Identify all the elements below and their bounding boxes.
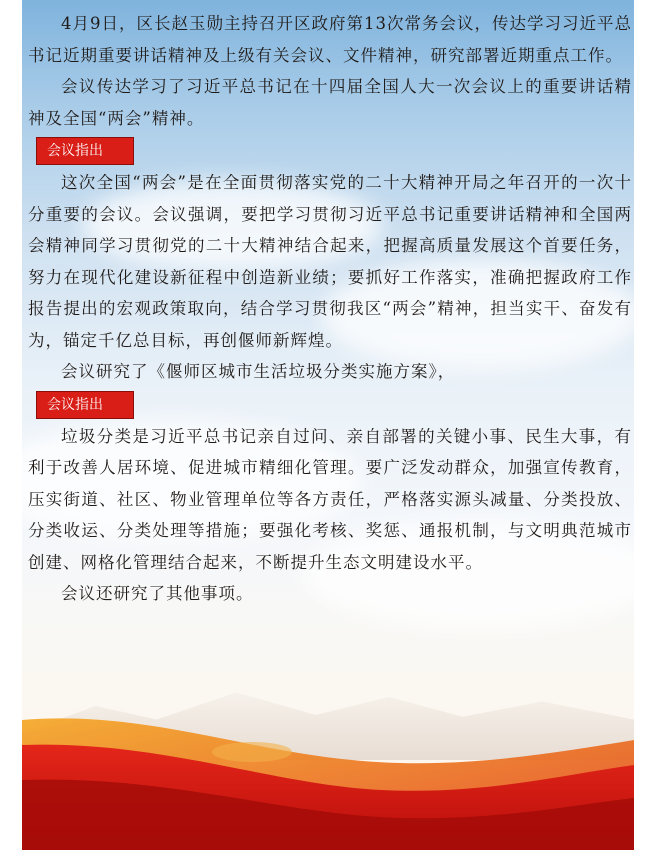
paragraph: 会议传达学习了习近平总书记在十四届全国人大一次会议上的重要讲话精神及全国“两会”精神。 bbox=[28, 77, 632, 128]
red-wave-decoration bbox=[22, 700, 634, 850]
section-tag: 会议指出 bbox=[36, 137, 134, 165]
article-body bbox=[28, 8, 632, 610]
paragraph: 垃圾分类是习近平总书记亲自过问、亲自部署的关键小事、民生大事，有利于改善人居环境、促进城市精细化管理。要广泛发动群众，加强宣传教育，压实街道、社区、物业管理单位等各方责任，严格落实源头减量、分类投放、分类收运、分类处理等措施；要强化考核、奖惩、通报机制，与文明典范城市创建、网格化管理结合起来，不断提升生态文明建设水平。 bbox=[28, 426, 632, 572]
section-tag: 会议指出 bbox=[36, 391, 134, 419]
paragraph: 会议研究了《偃师区城市生活垃圾分类实施方案》， bbox=[61, 362, 456, 381]
paragraph: 4月9日，区长赵玉勋主持召开区政府第13次常务会议，传达学习习近平总书记近期重要讲话精神及上级有关会议、文件精神，研究部署近期重点工作。 bbox=[28, 14, 632, 65]
paragraph: 会议还研究了其他事项。 bbox=[61, 584, 254, 603]
paragraph: 这次全国“两会”是在全面贯彻落实党的二十大精神开局之年召开的一次十分重要的会议。会议强调，要把学习贯彻习近平总书记重要讲话精神和全国两会精神同学习贯彻党的二十大精神结合起来，把握高质量发展这个首要任务，努力在现代化建设新征程中创造新业绩；要抓好工作落实，准确把握政府工作报告提出的宏观政策取向，结合学习贯彻我区“两会”精神，担当实干、奋发有为，锚定千亿总目标，再创偃师新辉煌。 bbox=[28, 173, 632, 350]
